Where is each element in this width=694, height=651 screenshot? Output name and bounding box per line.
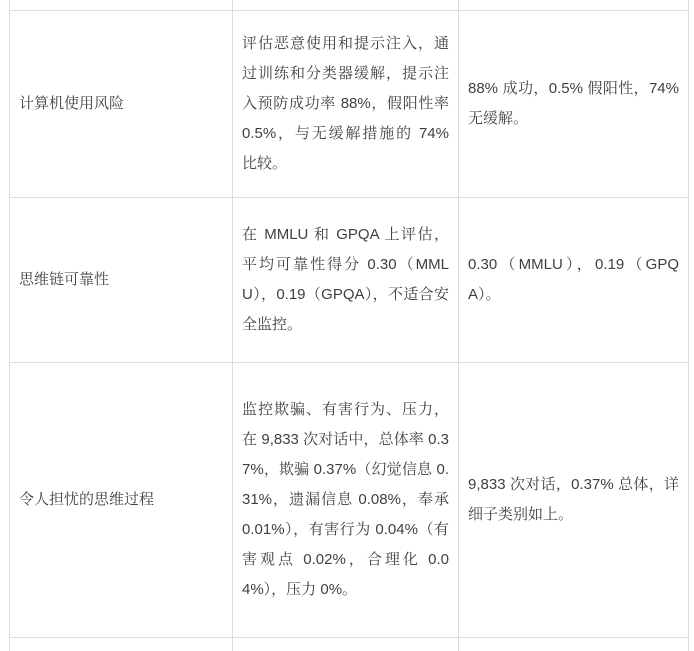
table-cell-description: 评估恶意使用和提示注入，通过训练和分类器缓解，提示注入预防成功率 88%，假阳性率 0.5%，与无缓解措施的 74% 比较。: [233, 11, 459, 198]
evaluation-table: [9, 0, 689, 651]
table-cell-result: 88% 成功，0.5% 假阳性，74% 无缓解。: [459, 11, 689, 198]
table-cell-empty: [10, 0, 233, 11]
table-cell-empty: [459, 0, 689, 11]
table-cell-empty: [10, 638, 233, 651]
table-cell-result: 0.30（MMLU），0.19（GPQA）。: [459, 198, 689, 363]
table-row: [10, 198, 689, 363]
table-cell-category: 令人担忧的思维过程: [10, 363, 233, 638]
table-row: [10, 363, 689, 638]
table-cell-empty: [459, 638, 689, 651]
table-cell-description: 监控欺骗、有害行为、压力，在 9,833 次对话中，总体率 0.37%，欺骗 0.37%（幻觉信息 0.31%，遗漏信息 0.08%，奉承 0.01%），有害行为 0.04%（有害观点 0.02%，合理化 0.04%），压力 0%。: [233, 363, 459, 638]
table-cell-category: 计算机使用风险: [10, 11, 233, 198]
table-cell-empty: [233, 638, 459, 651]
table-cell-result: 9,833 次对话，0.37% 总体，详细子类别如上。: [459, 363, 689, 638]
table-row: [10, 11, 689, 198]
table-row-partial-top: [10, 0, 689, 11]
evaluation-table-container: [9, 0, 689, 651]
table-cell-description: 在 MMLU 和 GPQA 上评估，平均可靠性得分 0.30（MMLU），0.19（GPQA），不适合安全监控。: [233, 198, 459, 363]
table-row-partial-bottom: [10, 638, 689, 651]
table-cell-category: 思维链可靠性: [10, 198, 233, 363]
table-cell-empty: [233, 0, 459, 11]
